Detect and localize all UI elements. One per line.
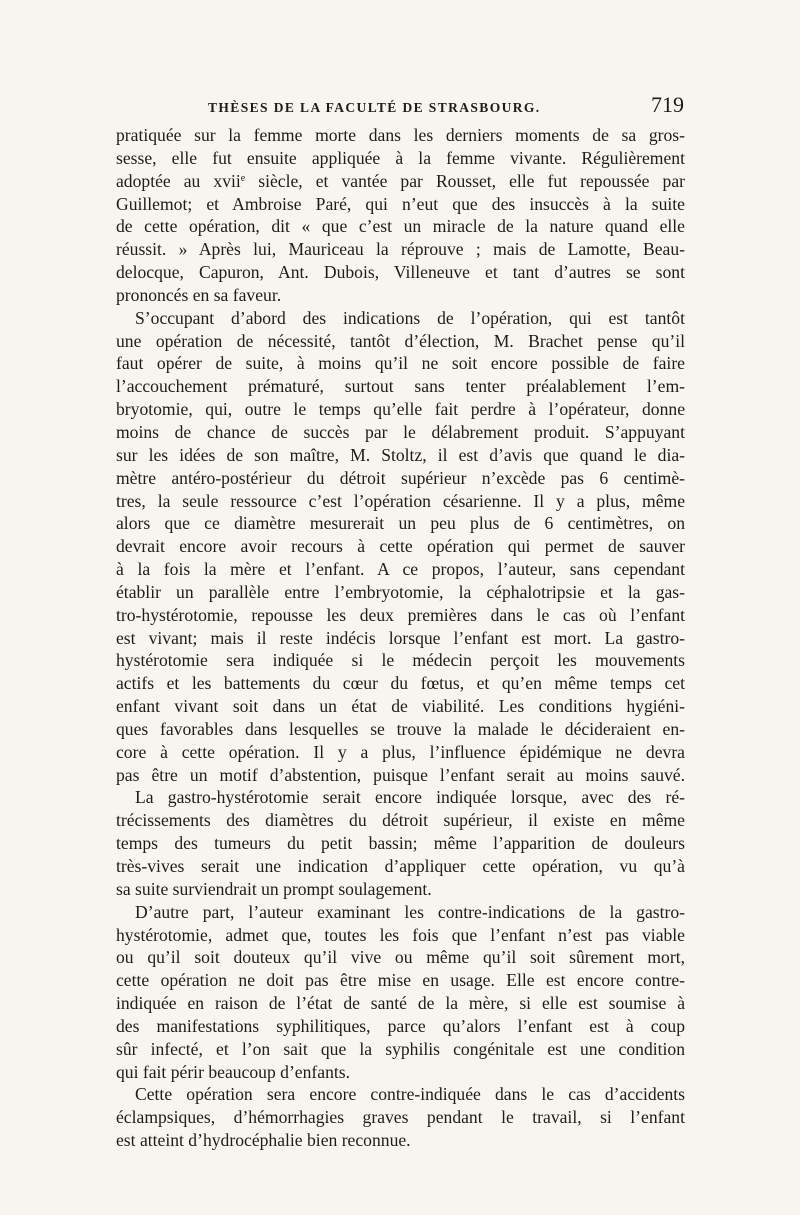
text-line: trécissements des diamètres du détroit supérieur, il existe en même	[116, 810, 685, 831]
paragraph	[116, 1083, 685, 1152]
text-line: actifs et les battements du cœur du fœtus, et qu’en même temps cet	[116, 673, 685, 694]
century-superscript: e	[240, 172, 246, 184]
text-line: sa suite surviendrait un prompt soulagement.	[116, 878, 432, 899]
text-line: faut opérer de suite, à moins qu’il ne soit encore possible de faire	[116, 353, 685, 374]
text-line: bryotomie, qui, outre le temps qu’elle fait perdre à l’opérateur, donne	[116, 399, 685, 420]
text-line: très-vives serait une indication d’appliquer cette opération, vu qu’à	[116, 856, 685, 876]
text-line: moins de chance de succès par le délabrement produit. S’appuyant	[116, 421, 685, 442]
text-line: ques favorables dans lesquelles se trouve la malade le décideraient en-	[116, 718, 685, 739]
text-line: enfant vivant soit dans un état de viabilité. Les conditions hygiéni-	[116, 696, 685, 717]
text-line: réussit. » Après lui, Mauriceau la réprouve ; mais de Lamotte, Beau-	[116, 239, 685, 260]
body-text	[116, 124, 685, 1152]
text-line: à la fois la mère et l’enfant. A ce propos, l’auteur, sans cependant	[116, 559, 685, 580]
paragraph	[116, 786, 685, 900]
text-line: temps des tumeurs du petit bassin; même l’apparition de douleurs	[116, 833, 685, 854]
text-line-end: siècle, et vantée par Rousset, elle fut repoussée par	[245, 170, 685, 191]
paragraph	[116, 901, 685, 1084]
text-line: alors que ce diamètre mesurerait un peu plus de 6 centimètres, on	[116, 513, 685, 534]
text-line: core à cette opération. Il y a plus, l’influence épidémique ne devra	[116, 741, 685, 762]
text-line: tres, la seule ressource c’est l’opération césarienne. Il y a plus, même	[116, 490, 685, 511]
text-line: l’accouchement prématuré, surtout sans tenter préalablement l’em-	[116, 376, 685, 397]
text-line: sûr infecté, et l’on sait que la syphilis congénitale est une condition	[116, 1038, 685, 1059]
text-line: D’autre part, l’auteur examinant les contre-indications de la gastro-	[135, 901, 685, 922]
text-line: est vivant; mais il reste indécis lorsque l’enfant est mort. La gastro-	[116, 627, 685, 648]
text-line: des manifestations syphilitiques, parce qu’alors l’enfant est à coup	[116, 1015, 685, 1036]
text-line: hystérotomie, admet que, toutes les fois que l’enfant n’est pas viable	[116, 924, 685, 945]
text-line: S’occupant d’abord des indications de l’opération, qui est tantôt	[135, 307, 685, 328]
text-line: hystérotomie sera indiquée si le médecin perçoit les mouvements	[116, 650, 685, 671]
text-line: sur les idées de son maître, M. Stoltz, il est d’avis que quand le dia-	[116, 444, 685, 465]
text-line: qui fait périr beaucoup d’enfants.	[116, 1061, 351, 1082]
text-line: mètre antéro-postérieur du détroit supérieur n’excède pas 6 centimè-	[116, 467, 685, 488]
text-line: ou qu’il soit douteux qu’il vive ou même qu’il soit sûrement mort,	[116, 947, 685, 968]
text-line: établir un parallèle entre l’embryotomie, la céphalotripsie et la gas-	[116, 581, 685, 602]
text-line: indiquée en raison de l’état de santé de la mère, si elle est soumise à	[116, 993, 685, 1014]
paragraph	[116, 124, 685, 307]
text-line: Guillemot; et Ambroise Paré, qui n’eut que des insuccès à la suite	[116, 193, 685, 214]
text-line: delocque, Capuron, Ant. Dubois, Villeneuve et tant d’autres se sont	[116, 262, 685, 283]
page-header	[116, 92, 684, 122]
text-line	[116, 170, 685, 193]
text-line: éclampsiques, d’hémorrhagies graves pendant le travail, si l’enfant	[116, 1107, 685, 1128]
running-title: THÈSES DE LA FACULTÉ DE STRASBOURG.	[208, 100, 541, 115]
text-line: sesse, elle fut ensuite appliquée à la femme vivante. Régulièrement	[116, 147, 685, 168]
text-line: une opération de nécessité, tantôt d’élection, M. Brachet pense qu’il	[116, 330, 685, 351]
text-line: devrait encore avoir recours à cette opération qui permet de sauver	[116, 536, 685, 557]
text-line-start: adoptée au xvii	[116, 170, 241, 191]
text-line: prononcés en sa faveur.	[116, 284, 282, 305]
text-line: pratiquée sur la femme morte dans les derniers moments de sa gros-	[116, 125, 685, 145]
text-line: de cette opération, dit « que c’est un miracle de la nature quand elle	[116, 216, 685, 237]
text-line: est atteint d’hydrocéphalie bien reconnue.	[116, 1130, 411, 1151]
text-line: pas être un motif d’abstention, puisque l’enfant serait au moins sauvé.	[116, 764, 685, 785]
text-line: Cette opération sera encore contre-indiquée dans le cas d’accidents	[135, 1084, 685, 1105]
text-line: La gastro-hystérotomie serait encore indiquée lorsque, avec des ré-	[135, 787, 685, 808]
text-line: cette opération ne doit pas être mise en usage. Elle est encore contre-	[116, 970, 685, 991]
page-number: 719	[651, 92, 684, 117]
text-line: tro-hystérotomie, repousse les deux premières dans le cas où l’enfant	[116, 604, 685, 625]
paragraph	[116, 307, 685, 787]
